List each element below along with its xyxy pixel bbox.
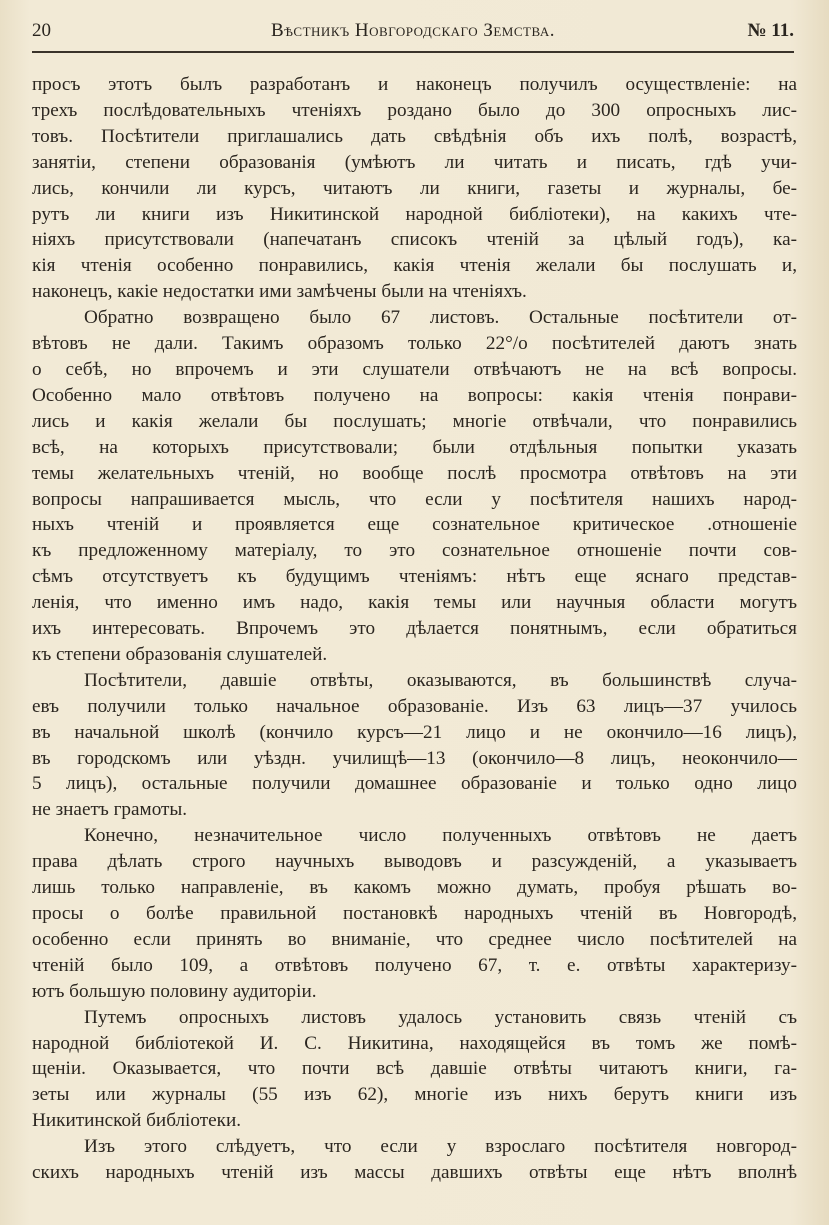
text-line: кія чтенія особенно понравились, какія чтенія желали бы послушать и, [32, 255, 797, 277]
text-line: ленія, что именно имъ надо, какія темы или научныя области могутъ [32, 592, 797, 614]
article-body [32, 72, 797, 1186]
text-line: 5 лицъ), остальные получили домашнее образованіе и только одно лицо [32, 773, 797, 795]
paragraph [32, 823, 797, 1004]
text-line: не знаетъ грамоты. [32, 799, 188, 821]
text-line: занятіи, степени образованія (умѣютъ ли читать и писать, гдѣ учи- [32, 151, 797, 173]
paragraph [32, 305, 797, 668]
page-header [32, 20, 794, 48]
text-line: Путемъ опросныхъ листовъ удалось установить связь чтеній съ [84, 1006, 797, 1028]
text-line: рутъ ли книги изъ Никитинской народной библіотеки), на какихъ чте- [32, 203, 797, 225]
text-line: Посѣтители, давшіе отвѣты, оказываются, въ большинствѣ случа- [84, 669, 797, 691]
text-line: скихъ народныхъ чтеній изъ массы давшихъ отвѣты еще нѣтъ вполнѣ [32, 1162, 797, 1184]
text-line: Никитинской библіотеки. [32, 1110, 242, 1132]
text-line: къ степени образованія слушателей. [32, 643, 328, 665]
text-line: о себѣ, но впрочемъ и эти слушатели отвѣчаютъ не на всѣ вопросы. [32, 358, 797, 380]
text-line: вѣтовъ не дали. Такимъ образомъ только 22°/о посѣтителей даютъ знать [32, 333, 797, 355]
text-line: къ предложенному матеріалу, то это сознательное отношеніе почти сов- [32, 540, 797, 562]
issue-number: № 11. [747, 20, 794, 41]
text-line: Особенно мало отвѣтовъ получено на вопросы: какія чтенія понрави- [32, 384, 797, 406]
running-title: Вѣстникъ Новгородскаго Земства. [271, 20, 555, 41]
text-line: сѣмъ отсутствуетъ къ будущимъ чтеніямъ: нѣтъ еще яснаго представ- [32, 566, 797, 588]
text-line: Обратно возвращено было 67 листовъ. Остальные посѣтители от- [84, 307, 797, 329]
text-line: вопросы напрашивается мысль, что если у посѣтителя нашихъ народ- [32, 488, 797, 510]
text-line: всѣ, на которыхъ присутствовали; были отдѣльныя попытки указать [32, 436, 797, 458]
text-line: просъ этотъ былъ разработанъ и наконецъ получилъ осуществленіе: на [32, 74, 797, 95]
text-line: ныхъ чтеній и проявляется еще сознательное критическое .отношеніе [32, 514, 797, 536]
text-line: ніяхъ присутствовали (напечатанъ списокъ чтеній за цѣлый годъ), ка- [32, 229, 797, 251]
text-line: наконецъ, какіе недостатки ими замѣчены были на чтеніяхъ. [32, 281, 527, 303]
text-line: въ городскомъ или уѣздн. училищѣ—13 (окончило—8 лицъ, неокончило— [32, 747, 797, 769]
text-line: въ начальной школѣ (кончило курсъ—21 лицо и не окончило—16 лицъ), [32, 721, 797, 743]
paragraph [32, 1005, 797, 1135]
text-line: Изъ этого слѣдуетъ, что если у взрослаго посѣтителя новгород- [84, 1136, 797, 1158]
text-line: темы желательныхъ чтеній, но вообще послѣ просмотра отвѣтовъ на эти [32, 462, 797, 484]
text-line: народной библіотекой И. С. Никитина, находящейся въ томъ же помѣ- [32, 1032, 797, 1054]
text-line: лишь только направленіе, въ какомъ можно думать, пробуя рѣшать во- [32, 877, 797, 899]
text-line: особенно если принять во вниманіе, что среднее число посѣтителей на [32, 928, 797, 950]
text-line: трехъ послѣдовательныхъ чтеніяхъ роздано было до 300 опросныхъ лис- [32, 99, 797, 121]
page-number: 20 [32, 20, 51, 41]
text-line: зеты или журналы (55 изъ 62), многіе изъ нихъ берутъ книги изъ [32, 1084, 797, 1106]
text-line: щеніи. Оказывается, что почти всѣ давшіе отвѣты читаютъ книги, га- [32, 1058, 797, 1080]
text-line: лись и какія желали бы послушать; многіе отвѣчали, что понравились [32, 410, 797, 432]
text-line: Конечно, незначительное число полученныхъ отвѣтовъ не даетъ [84, 825, 797, 847]
text-line: лись, кончили ли курсъ, читаютъ ли книги, газеты и журналы, бе- [32, 177, 797, 199]
text-line: чтеній было 109, а отвѣтовъ получено 67, т. е. отвѣты характеризу- [32, 954, 797, 976]
paragraph [32, 72, 797, 305]
paragraph [32, 668, 797, 823]
paragraph [32, 1134, 797, 1186]
text-line: права дѣлать строго научныхъ выводовъ и разсужденій, а указываетъ [32, 851, 797, 873]
text-line: просы о болѣе правильной постановкѣ народныхъ чтеній въ Новгородѣ, [32, 903, 797, 924]
text-line: ихъ интересовать. Впрочемъ это дѣлается понятнымъ, если обратиться [32, 618, 797, 640]
header-rule [32, 51, 794, 53]
text-line: товъ. Посѣтители приглашались дать свѣдѣнія объ ихъ полѣ, возрастѣ, [32, 125, 797, 147]
text-line: ютъ большую половину аудиторіи. [32, 980, 317, 1002]
text-line: евъ получили только начальное образованіе. Изъ 63 лицъ—37 училось [32, 695, 797, 717]
